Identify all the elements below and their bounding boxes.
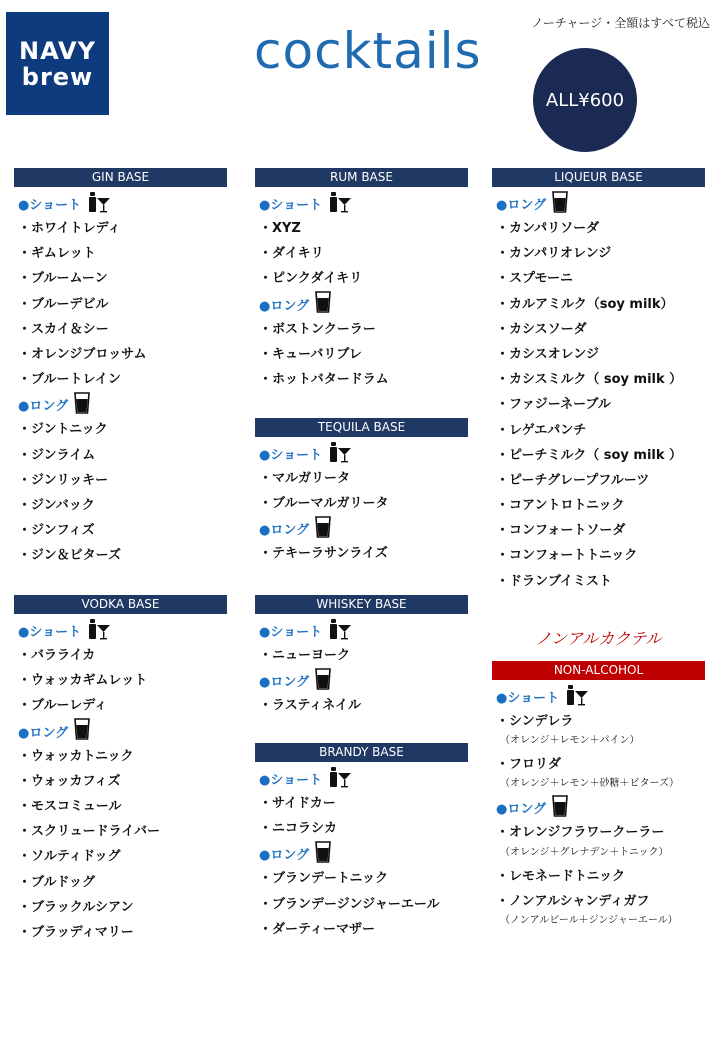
menu-item: ・スクリュードライバー	[18, 824, 160, 840]
long-label: ●ロング	[496, 802, 547, 818]
menu-item: ・ダーティーマザー	[259, 921, 375, 937]
menu-item: ・ブランデートニック	[259, 871, 388, 887]
menu-item: ・レゲエパンチ	[496, 422, 587, 438]
menu-item: ・ブルーデビル	[18, 296, 109, 312]
short-subheading	[255, 191, 468, 216]
short-label: ●ショート	[18, 625, 82, 640]
long-subheading	[255, 841, 468, 866]
long-subheading	[255, 668, 468, 693]
page-title: cocktails	[254, 22, 482, 80]
short-label: ●ショート	[259, 198, 323, 213]
long-label: ●ロング	[18, 725, 69, 741]
glass-icon	[315, 291, 331, 317]
menu-item: ・オレンジフラワークーラー	[496, 825, 665, 841]
menu-item: ・ジントニック	[18, 422, 108, 438]
menu-item: ・ボストンクーラー	[259, 321, 376, 337]
long-subheading	[255, 292, 468, 317]
menu-item: ・ブランデージンジャーエール	[259, 896, 440, 912]
glass-icon	[315, 516, 331, 542]
menu-item: ・レモネードトニック	[496, 868, 625, 884]
logo-line-2: brew	[21, 63, 94, 91]
menu-item: ・サイドカー	[259, 796, 336, 811]
long-subheading	[492, 795, 705, 820]
menu-item: ・コアントロトニック	[496, 498, 625, 514]
glass-icon	[552, 191, 568, 217]
menu-item-note: （ノンアルビール＋ジンジャーエール）	[500, 914, 678, 926]
menu-item: ・ジン＆ビターズ	[18, 548, 122, 564]
section-whiskey	[255, 595, 468, 718]
shaker-icon	[565, 684, 589, 710]
menu-item: ・カシスソーダ	[496, 321, 587, 337]
menu-item: ・ギムレット	[18, 246, 96, 262]
glass-icon	[315, 841, 331, 867]
menu-item: ・テキーラサンライズ	[259, 546, 388, 562]
shaker-icon	[87, 191, 111, 217]
short-subheading	[255, 441, 468, 466]
menu-item: ・スプモーニ	[496, 271, 573, 287]
short-subheading	[255, 766, 468, 791]
section-header: GIN BASE	[14, 168, 227, 187]
menu-item: ・カンパリオレンジ	[496, 246, 612, 262]
long-label: ●ロング	[259, 523, 310, 539]
section-header: NON-ALCOHOL	[492, 661, 705, 680]
menu-item: ・ホワイトレディ	[18, 221, 121, 236]
menu-item: ・コンフォートトニック	[496, 548, 638, 564]
menu-item: ・カシスミルク（ soy milk ）	[496, 372, 683, 388]
section-nonalcohol	[492, 661, 705, 932]
long-label: ●ロング	[18, 399, 69, 415]
menu-item: ・ジンフィズ	[18, 523, 95, 539]
tax-notice: ノーチャージ・全額はすべて税込	[531, 16, 710, 30]
short-label: ●ショート	[259, 448, 323, 463]
menu-item: ・ウォッカトニック	[18, 748, 134, 764]
shaker-icon	[328, 766, 352, 792]
section-header: LIQUEUR BASE	[492, 168, 705, 187]
menu-item: ・ファジーネーブル	[496, 397, 611, 413]
menu-item: ・ブルーマルガリータ	[259, 496, 389, 512]
menu-item: ・カシスオレンジ	[496, 346, 599, 362]
menu-item: ・ダイキリ	[259, 246, 324, 262]
glass-icon	[74, 392, 90, 418]
section-header: TEQUILA BASE	[255, 418, 468, 437]
menu-item: ・ピーチグレープフルーツ	[496, 472, 650, 488]
section-header: RUM BASE	[255, 168, 468, 187]
short-label: ●ショート	[259, 773, 323, 788]
long-subheading	[14, 392, 227, 417]
price-badge: ALL¥600	[533, 48, 637, 152]
short-subheading	[14, 191, 227, 216]
shaker-icon	[328, 191, 352, 217]
long-subheading	[492, 191, 705, 216]
menu-item: ・ニューヨーク	[259, 648, 351, 663]
menu-item: ・ニコラシカ	[259, 821, 338, 837]
menu-item: ・スカイ＆シー	[18, 321, 109, 337]
glass-icon	[74, 718, 90, 744]
menu-item: ・ソルティドッグ	[18, 849, 121, 865]
shaker-icon	[328, 441, 352, 467]
section-header: BRANDY BASE	[255, 743, 468, 762]
long-label: ●ロング	[259, 848, 310, 864]
menu-item: ・コンフォートソーダ	[496, 523, 626, 539]
short-label: ●ショート	[18, 198, 82, 213]
menu-item: ・カルアミルク（soy milk）	[496, 296, 674, 312]
menu-item: ・ウォッカギムレット	[18, 673, 148, 689]
glass-icon	[552, 795, 568, 821]
menu-item: ・ピンクダイキリ	[259, 271, 363, 287]
menu-item: ・バラライカ	[18, 648, 96, 663]
section-tequila	[255, 418, 468, 567]
menu-item: ・ウォッカフィズ	[18, 773, 121, 789]
long-label: ●ロング	[496, 198, 547, 213]
long-subheading	[14, 719, 227, 744]
shaker-icon	[87, 618, 111, 644]
menu-item: ・ドランブイミスト	[496, 573, 612, 589]
shaker-icon	[328, 618, 352, 644]
section-vodka	[14, 595, 227, 945]
menu-item: ・ジンバック	[18, 497, 95, 513]
menu-item: ・ブルームーン	[18, 271, 108, 287]
menu-item: ・キューバリブレ	[259, 346, 362, 362]
long-subheading	[255, 516, 468, 541]
menu-item-note: （オレンジ＋レモン＋砂糖＋ビターズ）	[500, 778, 679, 790]
section-header: WHISKEY BASE	[255, 595, 468, 614]
menu-item-note: （オレンジ＋グレナデン＋トニック）	[500, 846, 669, 858]
glass-icon	[315, 668, 331, 694]
short-label: ●ショート	[496, 691, 560, 706]
logo	[6, 12, 109, 115]
short-subheading	[14, 618, 227, 643]
menu-item: ・ピーチミルク（ soy milk ）	[496, 447, 683, 463]
menu-item: ・ホットバタードラム	[259, 371, 389, 387]
short-subheading	[492, 684, 705, 709]
menu-item: ・マルガリータ	[259, 471, 351, 486]
menu-item: ・ブルーレディ	[18, 698, 108, 714]
menu-item: ・ブルートレイン	[18, 372, 121, 388]
nonalcohol-title: ノンアルカクテル	[535, 629, 662, 648]
short-subheading	[255, 618, 468, 643]
long-label: ●ロング	[259, 675, 310, 691]
section-rum	[255, 168, 468, 392]
menu-item: ・ブラックルシアン	[18, 899, 134, 915]
menu-item: ・フロリダ	[496, 757, 562, 773]
short-label: ●ショート	[259, 625, 323, 640]
section-gin	[14, 168, 227, 568]
menu-item: ・オレンジブロッサム	[18, 346, 147, 362]
menu-item: ・シンデレラ	[496, 714, 574, 729]
menu-item: ・モスコミュール	[18, 798, 122, 814]
menu-item: ・カンパリソーダ	[496, 221, 600, 236]
menu-item: ・ジンライム	[18, 447, 96, 463]
menu-item: ・XYZ	[259, 221, 301, 236]
logo-line-1: NAVY	[19, 37, 96, 65]
menu-item: ・ジンリッキー	[18, 472, 109, 488]
menu-item: ・ラスティネイル	[259, 698, 362, 714]
menu-item: ・ブラッディマリー	[18, 924, 134, 940]
section-brandy	[255, 743, 468, 942]
long-label: ●ロング	[259, 298, 310, 314]
menu-item: ・ノンアルシャンディガフ	[496, 893, 650, 909]
menu-item: ・ブルドッグ	[18, 874, 95, 890]
section-header: VODKA BASE	[14, 595, 227, 614]
section-liqueur	[492, 168, 705, 594]
menu-item-note: （オレンジ＋レモン＋パイン）	[500, 735, 640, 747]
